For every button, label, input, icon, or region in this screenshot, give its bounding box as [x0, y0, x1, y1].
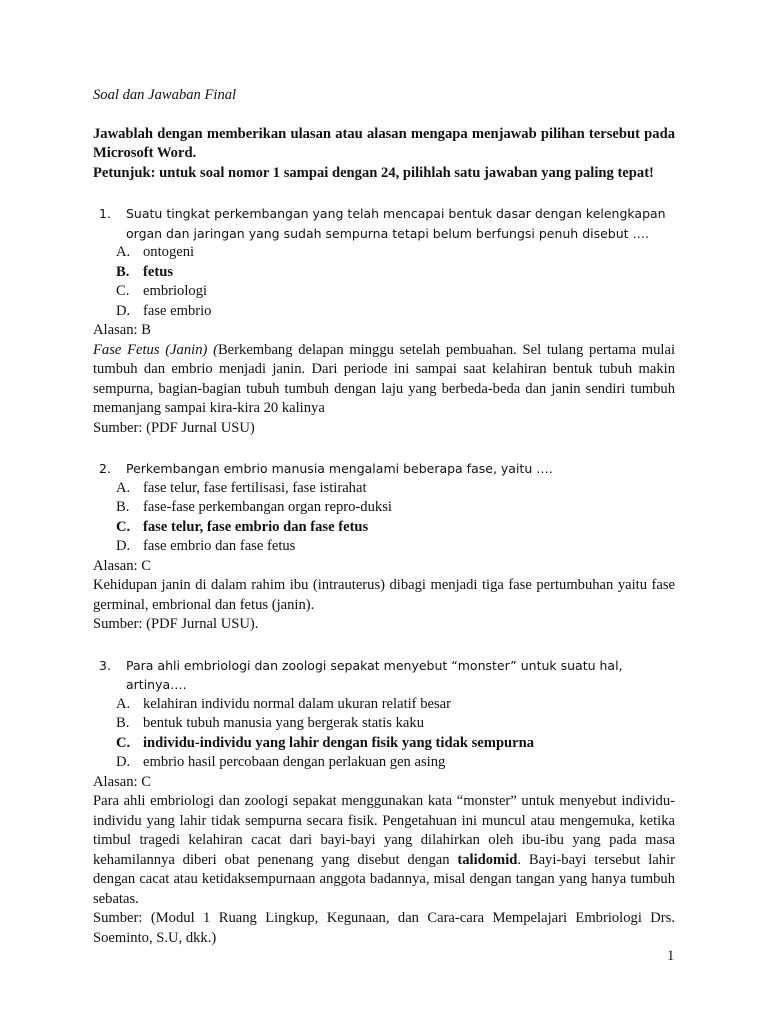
option-letter: A.	[116, 695, 131, 712]
option-b	[116, 498, 675, 518]
option-b-correct	[116, 263, 675, 283]
answer-line: Alasan: C	[93, 773, 151, 790]
option-a	[116, 243, 675, 263]
reason-text	[93, 792, 675, 909]
instruction-hint: Petunjuk: untuk soal nomor 1 sampai dengan 24, pilihlah satu jawaban yang paling tepat!	[93, 164, 654, 181]
question-number: 3.	[99, 657, 111, 673]
question-3	[93, 656, 675, 949]
option-letter: A.	[116, 244, 131, 260]
reason-lead: Fase Fetus (Janin) (	[93, 341, 218, 358]
option-text: bentuk tubuh manusia yang bergerak statis kaku	[143, 715, 425, 731]
option-text: embrio hasil percobaan dengan perlakuan gen asing	[143, 754, 446, 770]
option-c	[116, 282, 675, 302]
options-list	[93, 479, 675, 557]
reason-text: Kehidupan janin di dalam rahim ibu (intrauterus) dibagi menjadi tiga fase pertumbuhan yaitu fase germinal, embrional dan fetus (janin).	[93, 577, 675, 613]
option-a	[116, 695, 675, 715]
question-text: Suatu tingkat perkembangan yang telah mencapai bentuk dasar dengan kelengkapan organ dan jaringan yang sudah sempurna tetapi belum berfungsi penuh disebut ….	[126, 206, 666, 241]
reason-text	[93, 341, 675, 419]
option-text: fase telur, fase fertilisasi, fase istirahat	[143, 479, 367, 496]
answer-line: Alasan: C	[93, 557, 151, 574]
question-text: Para ahli embriologi dan zoologi sepakat menyebut “monster” untuk suatu hal, artinya….	[126, 657, 623, 692]
option-text: fetus	[143, 263, 173, 280]
instruction-main: Jawablah dengan memberikan ulasan atau alasan mengapa menjawab pilihan tersebut pada Microsoft Word.	[93, 125, 675, 161]
option-text: fase telur, fase embrio dan fase fetus	[143, 518, 369, 535]
option-letter: D.	[116, 302, 131, 319]
reason-keyword: talidomid	[457, 851, 518, 868]
option-a	[116, 479, 675, 499]
document-title: Soal dan Jawaban Final	[93, 87, 237, 103]
option-letter: C.	[116, 283, 130, 299]
reason-body: Berkembang delapan minggu setelah pembuahan. Sel tulang pertama mulai tumbuh dan embrio menjadi janin. Dari periode ini sampai saat kelahiran bentuk tubuh makin sempurna, bagian-bagian tubuh tumbuh dengan laju yang berbeda-beda dan janin sendiri tumbuh memanjang sampai kira-kira 20 kalinya	[93, 341, 676, 416]
source-line: Sumber: (PDF Jurnal USU)	[93, 419, 255, 436]
option-letter: D.	[116, 754, 131, 770]
page-number: 1	[667, 948, 675, 964]
option-letter: B.	[116, 499, 130, 515]
question-2	[93, 459, 675, 635]
option-letter: C.	[116, 518, 131, 535]
question-1	[93, 204, 675, 438]
option-text: ontogeni	[143, 244, 195, 260]
options-list	[93, 243, 675, 321]
options-list	[93, 695, 675, 773]
option-d	[116, 537, 675, 557]
document-body	[93, 86, 675, 948]
option-letter: B.	[116, 715, 130, 731]
option-text: embriologi	[143, 283, 208, 299]
source-line: Sumber: (Modul 1 Ruang Lingkup, Kegunaan, dan Cara-cara Mempelajari Embriologi Drs. Soeminto, S.U, dkk.)	[93, 910, 675, 946]
option-d	[116, 302, 675, 322]
option-letter: C.	[116, 734, 131, 751]
option-b	[116, 714, 675, 734]
reason-part-a: Para ahli embriologi dan zoologi sepakat menggunakan kata “monster” untuk menyebut individu-individu yang lahir tidak sempurna secara fisik. Pengetahuan ini muncul atau mengemuka, ketika timbul tragedi kelahiran cacat dari bayi-bayi yang dilahirkan oleh ibu-ibu yang pada masa kehamilannya diberi obat penenang yang disebut dengan	[93, 793, 675, 868]
option-d	[116, 753, 675, 773]
reason-part-b: . Bayi-bayi tersebut lahir dengan cacat atau ketidaksempurnaan anggota badannya, misal dengan tangan yang hanya tumbuh sebatas.	[93, 851, 675, 907]
option-letter: B.	[116, 263, 130, 280]
option-c-correct	[116, 734, 675, 754]
answer-line: Alasan: B	[93, 322, 151, 338]
option-c-correct	[116, 518, 675, 538]
option-text: fase embrio	[143, 302, 212, 319]
option-letter: D.	[116, 538, 131, 554]
option-text: kelahiran individu normal dalam ukuran relatif besar	[143, 695, 451, 712]
question-text: Perkembangan embrio manusia mengalami beberapa fase, yaitu ….	[126, 461, 553, 476]
question-number: 2.	[99, 461, 111, 476]
question-number: 1.	[99, 206, 111, 221]
option-text: fase embrio dan fase fetus	[143, 538, 296, 554]
option-text: individu-individu yang lahir dengan fisik yang tidak sempurna	[143, 734, 535, 751]
source-line: Sumber: (PDF Jurnal USU).	[93, 616, 259, 632]
option-text: fase-fase perkembangan organ repro-duksi	[143, 499, 392, 515]
option-letter: A.	[116, 479, 131, 496]
